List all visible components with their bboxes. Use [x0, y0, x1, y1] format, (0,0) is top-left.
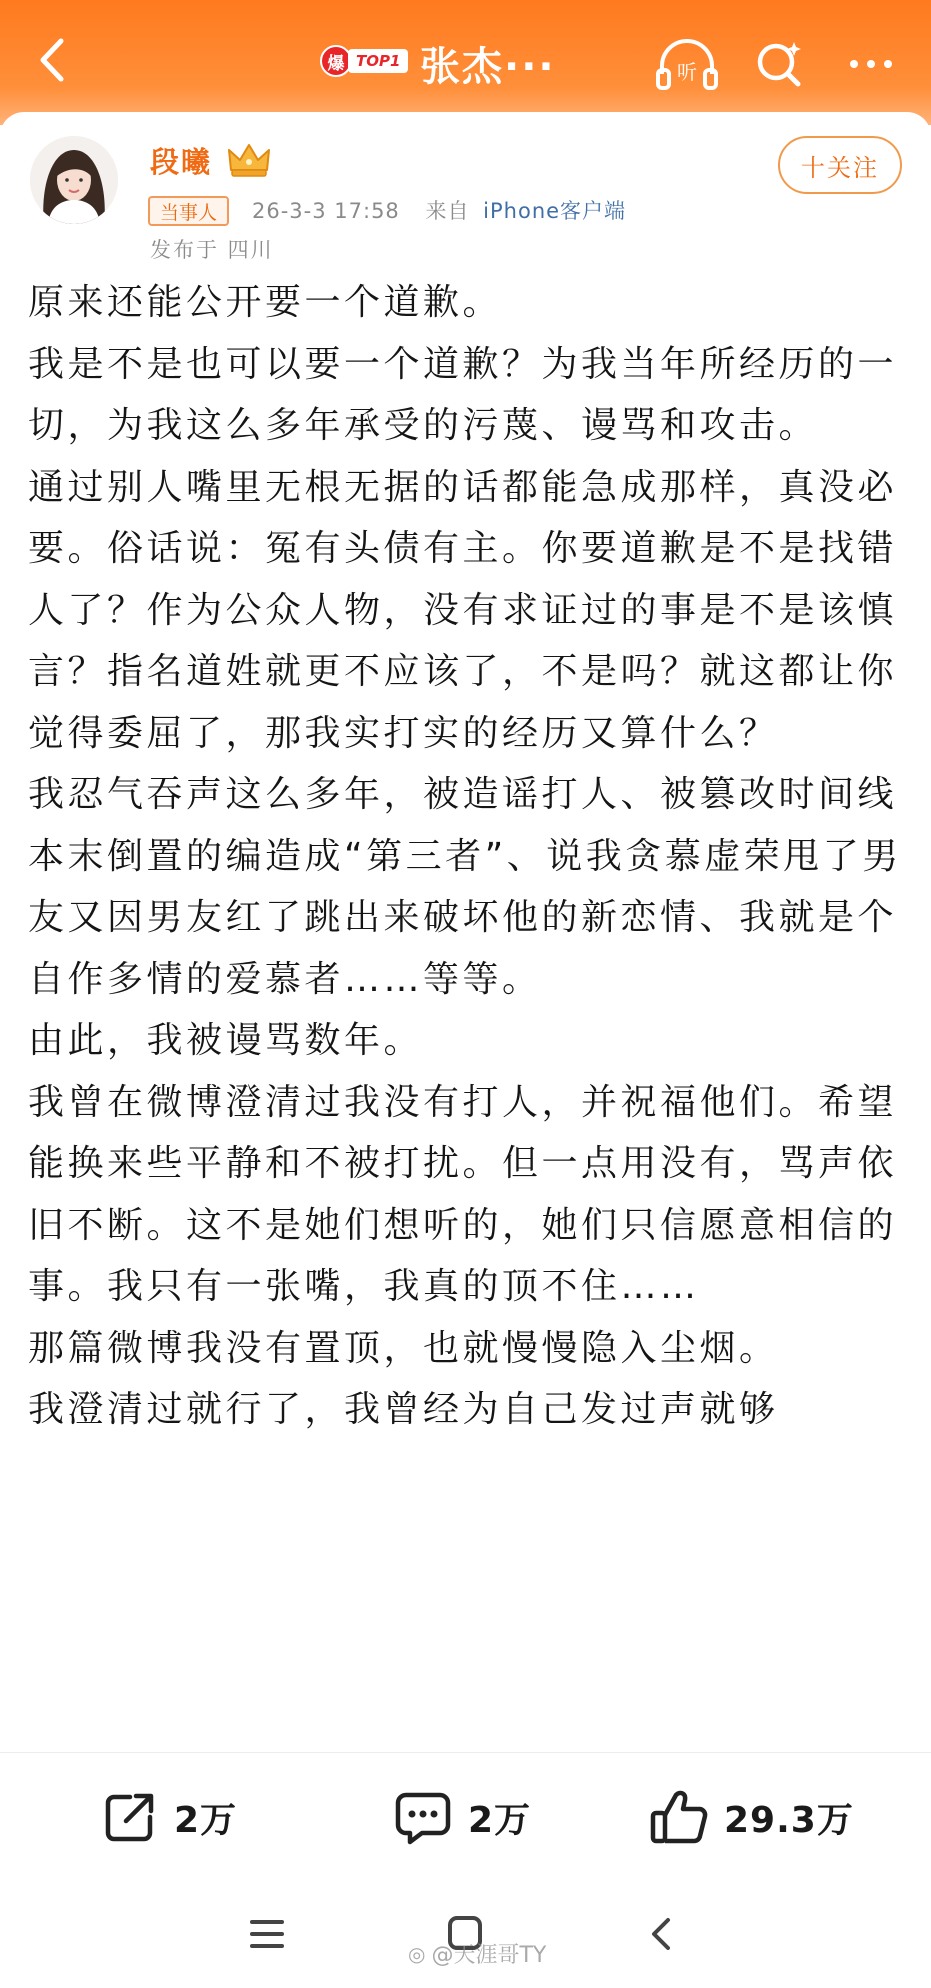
more-dot-icon [867, 60, 875, 68]
post-paragraph: 我是不是也可以要一个道歉？为我当年所经历的一切，为我这么多年承受的污蔑、谩骂和攻击。 [28, 343, 898, 446]
menu-icon [248, 1916, 286, 1952]
repost-count: 2万 [174, 1799, 238, 1841]
comment-count: 2万 [468, 1799, 532, 1841]
chevron-left-icon [35, 35, 69, 85]
like-count: 29.3万 [724, 1799, 854, 1841]
ai-search-icon [752, 36, 808, 92]
post-paragraph: 我曾在微博澄清过我没有打人，并祝福他们。希望能换来些平静和不被打扰。但一点用没有，骂声依旧不断。这不是她们想听的，她们只信愿意相信的事。我只有一张嘴，我真的顶不住…… [28, 1081, 898, 1307]
hot-rank-badge [320, 44, 408, 78]
post-timestamp: 26-3-3 17:58 [252, 199, 400, 223]
repost-button[interactable] [100, 1753, 237, 1881]
listen-button[interactable] [654, 36, 720, 92]
chevron-left-icon [646, 1914, 676, 1954]
top-bar [0, 0, 931, 125]
headphones-icon [654, 36, 720, 92]
comment-button[interactable] [392, 1753, 531, 1881]
post-location: 发布于 四川 [150, 238, 274, 262]
share-icon [100, 1787, 160, 1847]
post-body [28, 272, 908, 1441]
post-source-prefix: 来自 [425, 199, 470, 223]
comment-icon [392, 1787, 454, 1847]
author-name[interactable]: 段曦 [150, 145, 213, 179]
avatar[interactable] [30, 136, 118, 224]
weibo-logo-icon: ◎ [408, 1941, 426, 1966]
role-badge: 当事人 [148, 196, 229, 226]
post-paragraph: 那篇微博我没有置顶，也就慢慢隐入尘烟。 [28, 1327, 779, 1369]
post-meta [252, 194, 626, 228]
system-nav-bar [0, 1880, 931, 1988]
ai-search-button[interactable] [752, 36, 808, 92]
watermark-text: @天涯哥TY [431, 1943, 547, 1968]
recent-apps-button[interactable] [248, 1916, 286, 1952]
back-button[interactable] [24, 30, 80, 90]
post-paragraph: 我忍气吞声这么多年，被造谣打人、被篡改时间线本末倒置的编造成“第三者”、说我贪慕虚荣甩了男友又因男友红了跳出来破坏他的新恋情、我就是个自作多情的爱慕者……等等。 [28, 774, 902, 1000]
watermark [408, 1938, 546, 1969]
post-paragraph: 通过别人嘴里无根无据的话都能急成那样，真没必要。俗话说：冤有头债有主。你要道歉是不是找错人了？作为公众人物，没有求证过的事是不是该慎言？指名道姓就更不应该了，不是吗？就这都让你觉得委屈了，那我实打实的经历又算什么？ [28, 466, 898, 754]
thumbs-up-icon [648, 1787, 710, 1847]
topic-title[interactable]: 张杰··· [420, 43, 556, 90]
hot-rank-label: TOP1 [348, 49, 408, 73]
post-source[interactable]: iPhone客户端 [483, 199, 627, 223]
crown-icon [226, 140, 272, 180]
more-dot-icon [884, 60, 892, 68]
avatar-portrait-icon [30, 136, 118, 224]
post-paragraph: 由此，我被谩骂数年。 [28, 1020, 424, 1061]
nav-back-button[interactable] [646, 1914, 676, 1954]
more-button[interactable] [838, 36, 904, 92]
content-fade [0, 1700, 931, 1752]
post-card [0, 112, 931, 1752]
follow-button[interactable]: 十关注 [778, 136, 902, 194]
hot-flame-icon: 爆 [320, 45, 352, 77]
listen-label: 听 [677, 60, 697, 84]
more-dot-icon [850, 60, 858, 68]
action-bar [0, 1752, 931, 1881]
post-paragraph: 我澄清过就行了，我曾经为自己发过声就够 [28, 1389, 779, 1430]
like-button[interactable] [648, 1753, 854, 1881]
post-paragraph: 原来还能公开要一个道歉。 [28, 282, 503, 323]
